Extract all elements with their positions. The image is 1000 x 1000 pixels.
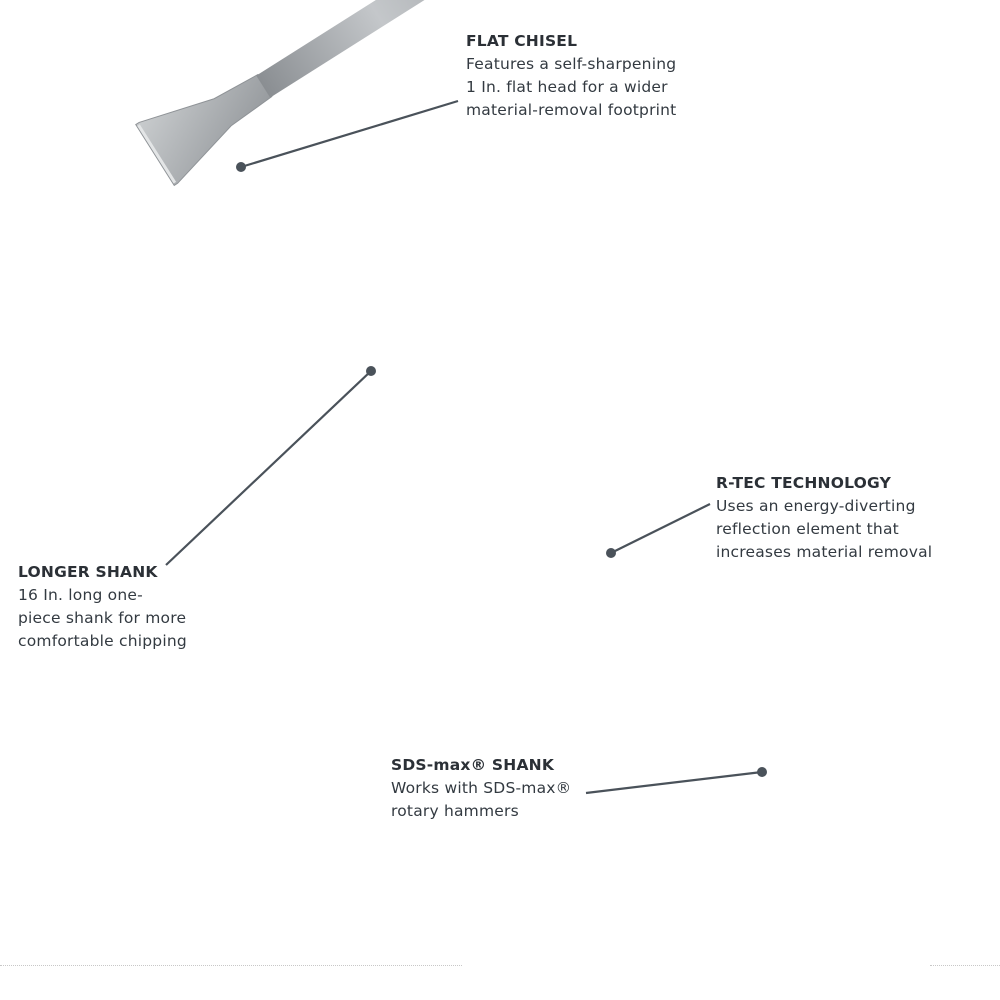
callout-flat-chisel [466, 30, 676, 122]
callout-text-line: comfortable chipping [18, 632, 187, 650]
leader-dot [366, 366, 376, 376]
leader-flat-chisel [236, 101, 458, 172]
callout-text-line: piece shank for more [18, 609, 187, 627]
callout-title: FLAT CHISEL [466, 32, 578, 50]
callout-title: SDS-max® SHANK [391, 756, 555, 774]
callout-text-line: Uses an energy-diverting [716, 497, 916, 515]
callout-text-line: increases material removal [716, 543, 933, 561]
bottom-divider-right [930, 965, 1000, 966]
callout-text-line: Works with SDS-max® [391, 779, 572, 797]
leader-sds-max [586, 767, 767, 793]
leader-longer-shank [166, 366, 376, 565]
callout-longer-shank [18, 561, 187, 653]
callout-text-line: 1 In. flat head for a wider [466, 78, 668, 96]
callout-text-line: reflection element that [716, 520, 899, 538]
callout-sds-max-shank [391, 754, 571, 823]
callout-text-line: 16 In. long one- [18, 586, 143, 604]
leader-dot [236, 162, 246, 172]
callout-title: LONGER SHANK [18, 563, 158, 581]
callout-text-line: Features a self-sharpening [466, 55, 677, 73]
callout-title: R-TEC TECHNOLOGY [716, 474, 891, 492]
leader-dot [757, 767, 767, 777]
bottom-divider-left [0, 965, 462, 966]
leader-rtec [606, 504, 710, 558]
callout-text-line: material-removal footprint [466, 101, 677, 119]
callout-text-line: rotary hammers [391, 802, 519, 820]
callout-rtec-technology [716, 472, 932, 564]
leader-dot [606, 548, 616, 558]
